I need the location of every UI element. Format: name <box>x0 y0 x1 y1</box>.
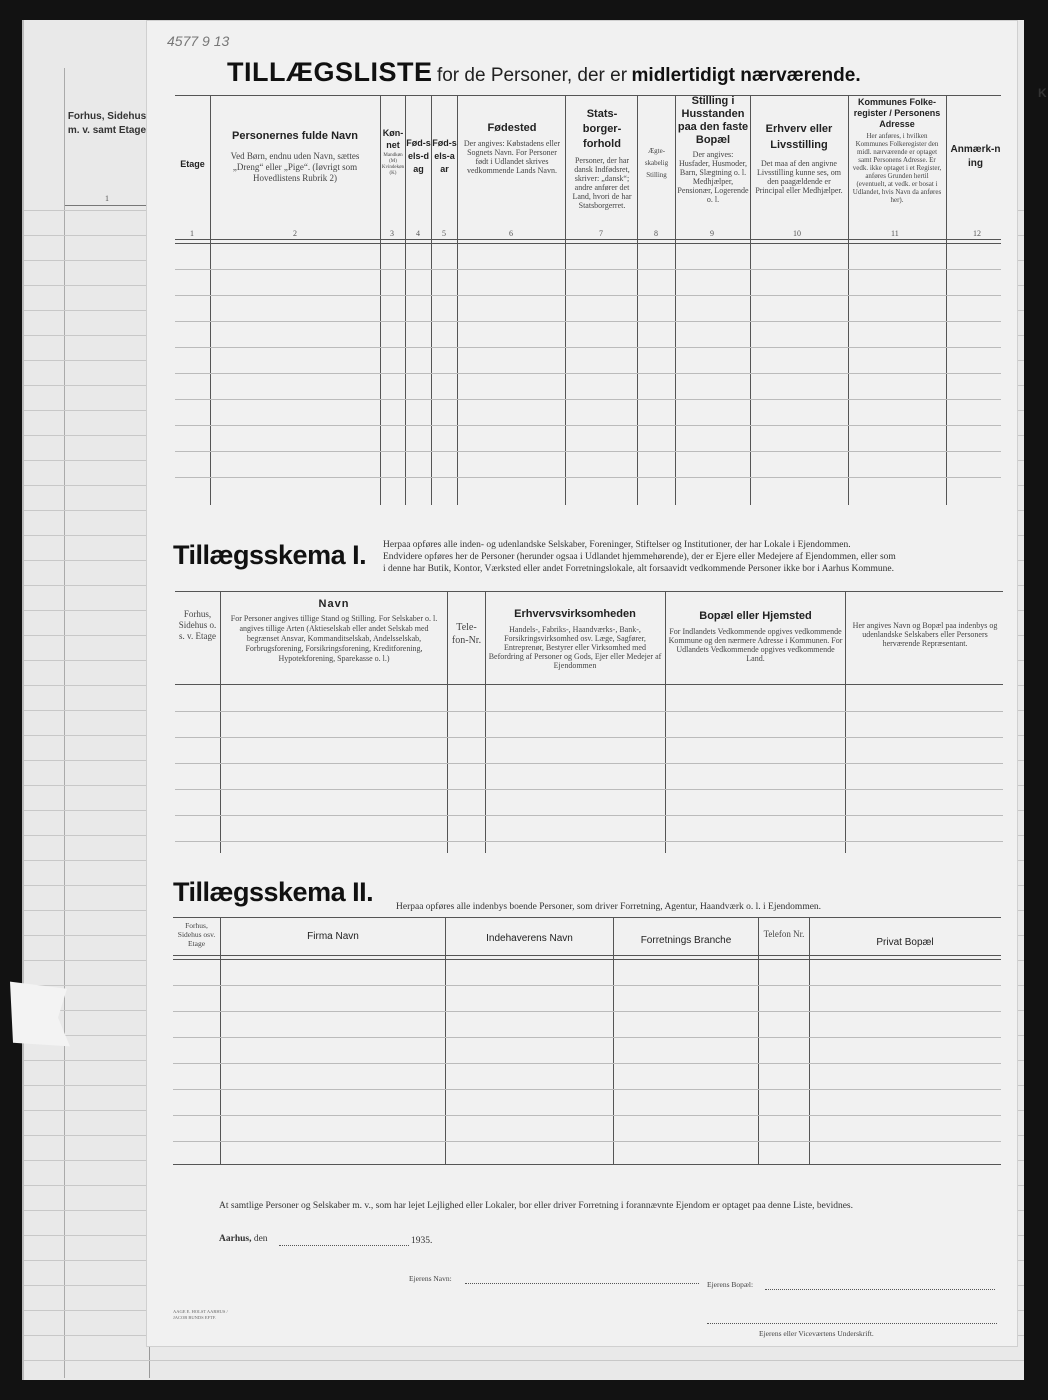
signature-label: Ejerens eller Viceværtens Underskrift. <box>759 1329 874 1338</box>
s1-col-business-desc: Handels-, Fabriks-, Haandværks-, Bank-, Forsikringsvirksomhed osv. Læge, Sagfører, Entreprenør, Bestyrer eller Virksomhed med Befordring af Personer og Gods, Ejer eller Medejer af Ejendommen <box>488 625 662 670</box>
owner-name-field[interactable] <box>465 1283 699 1284</box>
schema1-row-line <box>175 815 1003 816</box>
schema1-row-line <box>175 711 1003 712</box>
col-etage-header: Etage <box>180 159 205 169</box>
schema2-title: Tillægsskema II. <box>173 877 374 907</box>
s1-col-business-title: Erhvervsvirksomheden <box>514 608 636 620</box>
schema2-row-line <box>173 1089 1001 1090</box>
colnum-6: 6 <box>509 229 513 238</box>
title-main: TILLÆGSLISTE <box>227 57 433 87</box>
main-table-row-line <box>175 269 1001 270</box>
attestation-text: At samtlige Personer og Selskaber m. v., som har lejet Lejlighed eller Lokaler, bor eller driver Forretning i forannævnte Ejendom er optaget paa denne Liste, bevidnes. <box>219 1201 853 1211</box>
col-household-desc: Der angives: Husfader, Husmoder, Barn, Slægtning o. l. Medhjælper, Pensionær, Logerende o. l. <box>677 150 749 204</box>
col-remark-header: Anmærk-ning <box>950 144 1001 169</box>
col-birthday-header: Fød-sels-dag <box>406 138 431 174</box>
colnum-8: 8 <box>654 229 658 238</box>
col-household-title: Stilling i Husstanden paa den faste Bopæl <box>677 95 749 146</box>
colnum-7: 7 <box>599 229 603 238</box>
col-name-title: Personernes fulde Navn <box>232 130 358 142</box>
s1-col-residence-title: Bopæl eller Hjemsted <box>699 610 812 622</box>
left-column <box>64 68 150 1378</box>
schema1-row-line <box>175 737 1003 738</box>
colnum-5: 5 <box>442 229 446 238</box>
s1-col-floor-header: Forhus, Sidehus o. s. v. Etage <box>178 609 217 641</box>
col-occupation-desc: Det maa af den angivne Livsstilling kunne ses, om den paagældende er Principal eller Medhjælper. <box>755 159 843 195</box>
schema1-row-line <box>175 789 1003 790</box>
place-label: Aarhus, <box>219 1234 252 1244</box>
pencil-note: 4577 9 13 <box>167 33 230 49</box>
left-column-number: 1 <box>105 194 109 203</box>
col-name-header <box>215 129 375 184</box>
schema2-row-line <box>173 1063 1001 1064</box>
schema2-row-line <box>173 1011 1001 1012</box>
page-title <box>227 57 861 88</box>
col-citizenship-desc: Personer, der har dansk Indfødsret, skriver: „dansk“; andre anfører det Land, hvori de har Statsborgerret. <box>572 156 632 210</box>
schema1-description <box>383 539 1009 575</box>
colnum-3: 3 <box>390 229 394 238</box>
col-marital-header: Ægte-skabelig Stilling <box>644 147 669 179</box>
schema2-description: Herpaa opføres alle indenbys boende Personer, som driver Forretning, Agentur, Haandværk o. l. i Ejendommen. <box>396 902 822 912</box>
col-citizenship-header <box>569 107 635 210</box>
main-table-row-line <box>175 451 1001 452</box>
owner-address-field[interactable] <box>765 1289 995 1290</box>
colnum-2: 2 <box>293 229 297 238</box>
s1-col-residence-header <box>668 609 843 663</box>
colnum-10: 10 <box>793 229 801 238</box>
schema1-row-line <box>175 763 1003 764</box>
schema2-table <box>173 917 1001 1165</box>
col-birthyear-header: Fød-sels-aar <box>432 138 457 174</box>
s1-col-phone-header: Tele-fon-Nr. <box>451 622 482 646</box>
col-occupation-header <box>753 121 845 195</box>
s1-col-name-header <box>225 597 443 664</box>
right-page-letter: K <box>1038 86 1047 100</box>
form-sheet <box>146 20 1018 1347</box>
schema1-desc-line3: i denne har Butik, Kontor, Værksted eller andet Forretningslokale, alt forsaavidt vedkommende Personer ikke bor i Aarhus Kommune. <box>383 564 895 574</box>
main-table-row-line <box>175 477 1001 478</box>
col-birthplace-desc: Der angives: Købstadens eller Sognets Navn. For Personer født i Udlandet skrives vedkommende Lands Navn. <box>463 139 561 175</box>
title-bold: midlertidigt nærværende. <box>631 65 861 86</box>
col-register-header <box>850 97 944 204</box>
main-table-row-line <box>175 321 1001 322</box>
s1-col-business-header <box>487 607 663 670</box>
main-table-row-line <box>175 399 1001 400</box>
year-label: 1935. <box>411 1236 433 1246</box>
schema2-row-line <box>173 1141 1001 1142</box>
col-gender-header <box>381 127 405 177</box>
date-prefix: den <box>253 1234 268 1244</box>
colnum-11: 11 <box>891 229 899 238</box>
s1-col-residence-desc: For Indlandets Vedkommende opgives vedkommende Kommune og den nærmere Adresse i Kommunen. For Udlandets Vedkommende opgives vedkommende Land. <box>668 627 843 663</box>
s2-col-branch-header: Forretnings Branche <box>640 935 732 946</box>
title-middle: for de Personer, der er <box>436 65 628 86</box>
s2-col-floor-header: Forhus, Sidehus osv. Etage <box>177 921 216 948</box>
schema1-table <box>175 591 1003 853</box>
schema1-title: Tillægsskema I. <box>173 540 367 570</box>
col-gender-desc: Mandkøn (M) Kvindekøn (K) <box>381 153 405 176</box>
colnum-12: 12 <box>973 229 981 238</box>
col-birthplace-header <box>463 121 561 175</box>
col-register-title: Kommunes Folke-register / Personens Adresse <box>853 97 941 129</box>
colnum-9: 9 <box>710 229 714 238</box>
main-table-row-line <box>175 373 1001 374</box>
schema2-row-line <box>173 985 1001 986</box>
signature-field[interactable] <box>707 1323 997 1324</box>
s2-col-firm-header: Firma Navn <box>307 931 359 942</box>
main-table <box>175 95 1001 505</box>
owner-address-label: Ejerens Bopæl: <box>707 1280 754 1289</box>
schema1-desc-line1: Herpaa opføres alle inden- og udenlandske Selskaber, Foreninger, Stiftelser og Institutioner, der har Lokale i Ejendommen. <box>383 540 851 550</box>
col-household-header <box>677 95 749 204</box>
main-table-row-line <box>175 347 1001 348</box>
col-name-desc: Ved Børn, endnu uden Navn, sættes „Dreng“ eller „Pige“. (Iøvrigt som Hovedlistens Rubrik 2) <box>230 151 360 183</box>
col-gender-title: Køn-net <box>382 128 404 150</box>
schema2-row-line <box>173 1115 1001 1116</box>
colnum-1: 1 <box>190 229 194 238</box>
schema1-row-line <box>175 841 1003 842</box>
s2-col-phone-header: Telefon Nr. <box>763 929 805 939</box>
s1-col-name-title: Navn <box>318 598 350 610</box>
s1-col-representative-header: Her angives Navn og Bopæl paa indenbys og udenlandske Selskabers eller Personers herværende Repræsentant. <box>852 621 998 648</box>
s2-col-private-address-header: Privat Bopæl <box>876 937 934 948</box>
schema2-row-line <box>173 1037 1001 1038</box>
left-column-header: Forhus, Sidehus m. v. samt Etage <box>67 111 147 136</box>
owner-name-label: Ejerens Navn: <box>409 1274 452 1283</box>
s2-col-owner-header: Indehaverens Navn <box>486 933 573 944</box>
s1-col-name-desc: For Personer angives tillige Stand og Stilling. For Selskaber o. l. angives tillige Arten (Aktieselskab eller andet Selskab med begrænset Ansvar, Kommanditselskab, Andelsselskab, Forbrugsforening, Forsikringsforening, Kreditforening, Hypotekforening, Sparekasse o. l.) <box>230 614 438 663</box>
main-table-row-line <box>175 295 1001 296</box>
colnum-4: 4 <box>416 229 420 238</box>
date-field[interactable] <box>279 1245 409 1246</box>
col-register-desc: Her anføres, i hvilken Kommunes Folkeregister den midl. nærværende er optaget samt Personens Adresse. Er vedk. ikke optaget i et Register, anføres Grunden hertil (eventuelt, at vedk. er bosat i Udlandet, hvis Navn da anføres her). <box>852 132 942 204</box>
col-citizenship-title: Stats-borger-forhold <box>582 108 622 150</box>
main-table-row-line <box>175 425 1001 426</box>
col-birthplace-title: Fødested <box>487 122 537 134</box>
printer-imprint: AAGE E. HOLST AARHUS / JACOB BUNDS EFTF. <box>173 1309 228 1320</box>
signing-place <box>219 1234 268 1244</box>
col-occupation-title: Erhverv eller Livsstilling <box>765 123 833 151</box>
schema1-desc-line2: Endvidere opføres her de Personer (herunder ogsaa i Udlandet hjemmehørende), der er Ejere eller Medejere af Ejendommen, eller som <box>383 552 896 562</box>
